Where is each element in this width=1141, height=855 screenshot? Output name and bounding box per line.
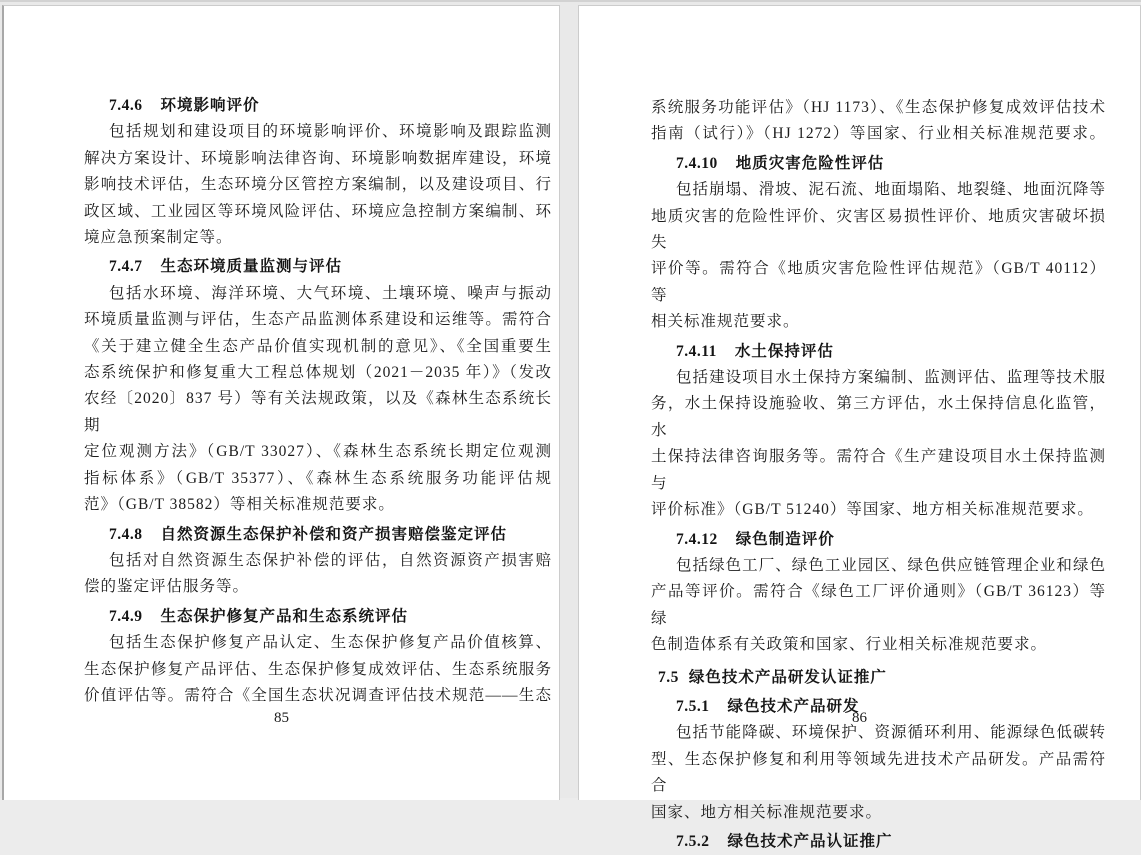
text-line: 指标体系》（GB/T 35377）、《森林生态系统服务功能评估规 — [84, 469, 552, 487]
heading-number: 7.4.8 — [109, 525, 143, 543]
text-line: 地质灾害的危险性评价、灾害区易损性评价、地质灾害破坏损失 — [651, 207, 1106, 252]
heading-number: 7.5 — [658, 668, 679, 686]
sub-heading — [651, 339, 1106, 365]
text-line: 解决方案设计、环境影响法律咨询、环境影响数据库建设，环境 — [84, 149, 552, 167]
text-line: 环境质量监测与评估，生态产品监测体系建设和运维等。需符合 — [84, 311, 552, 329]
heading-number: 7.4.7 — [109, 258, 143, 276]
page-number: 85 — [274, 710, 289, 726]
section-heading — [651, 665, 1106, 691]
document-page-85 — [2, 5, 560, 800]
text-line: 务，水土保持设施验收、第三方评估，水土保持信息化监管，水 — [651, 395, 1106, 439]
heading-title: 生态环境质量监测与评估 — [160, 258, 343, 276]
heading-title: 绿色制造评价 — [735, 530, 835, 548]
text-line: 色制造体系有关政策和国家、行业相关标准规范要求。 — [651, 636, 1048, 654]
heading-title: 水土保持评估 — [734, 342, 834, 360]
text-line: 《关于建立健全生态产品价值实现机制的意见》、《全国重要生 — [84, 337, 552, 355]
text-line: 政区域、工业园区等环境风险评估、环境应急控制方案编制、环 — [84, 202, 552, 220]
text-line: 包括对自然资源生态保护补偿的评估，自然资源资产损害赔 — [109, 551, 552, 569]
text-line: 农经〔2020〕837 号）等有关法规政策，以及《森林生态系统长期 — [84, 390, 552, 434]
heading-number: 7.4.6 — [109, 97, 143, 114]
text-line: 评价等。需符合《地质灾害危险性评估规范》（GB/T 40112）等 — [651, 260, 1106, 304]
page-content — [84, 93, 552, 709]
text-line: 境应急预案制定等。 — [84, 229, 233, 247]
sub-heading — [651, 527, 1106, 553]
text-line: 包括节能降碳、环境保护、资源循环利用、能源绿色低碳转 — [676, 724, 1106, 742]
text-line: 土保持法律咨询服务等。需符合《生产建设项目水土保持监测与 — [651, 448, 1106, 492]
heading-title: 地质灾害危险性评估 — [735, 154, 885, 172]
heading-number: 7.4.9 — [109, 607, 143, 625]
sub-heading — [84, 604, 552, 630]
text-line: 包括水环境、海洋环境、大气环境、土壤环境、噪声与振动 — [109, 284, 552, 302]
heading-number: 7.4.11 — [676, 342, 717, 360]
sub-heading — [84, 93, 552, 119]
heading-number: 7.4.10 — [676, 154, 718, 172]
text-line: 生态保护修复产品评估、生态保护修复成效评估、生态系统服务 — [84, 660, 552, 678]
text-line: 产品等评价。需符合《绿色工厂评价通则》（GB/T 36123）等绿 — [651, 583, 1106, 627]
page-content — [651, 95, 1106, 855]
text-line: 偿的鉴定评估服务等。 — [84, 578, 250, 596]
document-page-86 — [578, 5, 1141, 850]
sub-heading — [651, 151, 1106, 177]
text-line: 包括崩塌、滑坡、泥石流、地面塌陷、地裂缝、地面沉降等 — [676, 181, 1106, 199]
heading-number: 7.5.2 — [676, 832, 710, 850]
text-line: 影响技术评估，生态环境分区管控方案编制，以及建设项目、行 — [84, 176, 552, 194]
sub-heading — [651, 829, 1106, 855]
text-line: 包括建设项目水土保持方案编制、监测评估、监理等技术服 — [676, 369, 1106, 387]
page-number: 86 — [852, 710, 867, 726]
heading-title: 生态保护修复产品和生态系统评估 — [160, 607, 409, 625]
text-line: 评价标准》（GB/T 51240）等国家、地方相关标准规范要求。 — [651, 501, 1094, 519]
heading-number: 7.5.1 — [676, 697, 710, 715]
sub-heading — [84, 522, 552, 548]
text-line: 定位观测方法》（GB/T 33027）、《森林生态系统长期定位观测 — [84, 443, 552, 461]
text-line: 包括绿色工厂、绿色工业园区、绿色供应链管理企业和绿色 — [676, 556, 1106, 574]
text-line: 包括生态保护修复产品认定、生态保护修复产品价值核算、 — [109, 634, 552, 652]
text-line: 相关标准规范要求。 — [651, 313, 800, 331]
text-line: 指南（试行）》（HJ 1272）等国家、行业相关标准规范要求。 — [651, 125, 1106, 143]
text-line: 国家、地方相关标准规范要求。 — [651, 803, 883, 821]
text-line: 包括规划和建设项目的环境影响评价、环境影响及跟踪监测 — [109, 123, 552, 141]
text-line: 型、生态保护修复和利用等领域先进技术产品研发。产品需符合 — [651, 750, 1106, 795]
heading-number: 7.4.12 — [676, 530, 718, 548]
text-line: 态系统保护和修复重大工程总体规划（2021－2035 年）》（发改 — [84, 364, 552, 382]
text-line: 价值评估等。需符合《全国生态状况调查评估技术规范——生态 — [84, 686, 552, 704]
sub-heading — [84, 254, 552, 280]
text-line: 系统服务功能评估》（HJ 1173）、《生态保护修复成效评估技术 — [651, 99, 1106, 116]
text-line: 范》（GB/T 38582）等相关标准规范要求。 — [84, 496, 395, 514]
heading-title: 绿色技术产品研发认证推广 — [688, 668, 887, 686]
heading-title: 绿色技术产品研发 — [727, 697, 860, 715]
heading-title: 环境影响评价 — [160, 97, 260, 114]
heading-title: 自然资源生态保护补偿和资产损害赔偿鉴定评估 — [160, 525, 508, 543]
heading-title: 绿色技术产品认证推广 — [727, 832, 893, 850]
